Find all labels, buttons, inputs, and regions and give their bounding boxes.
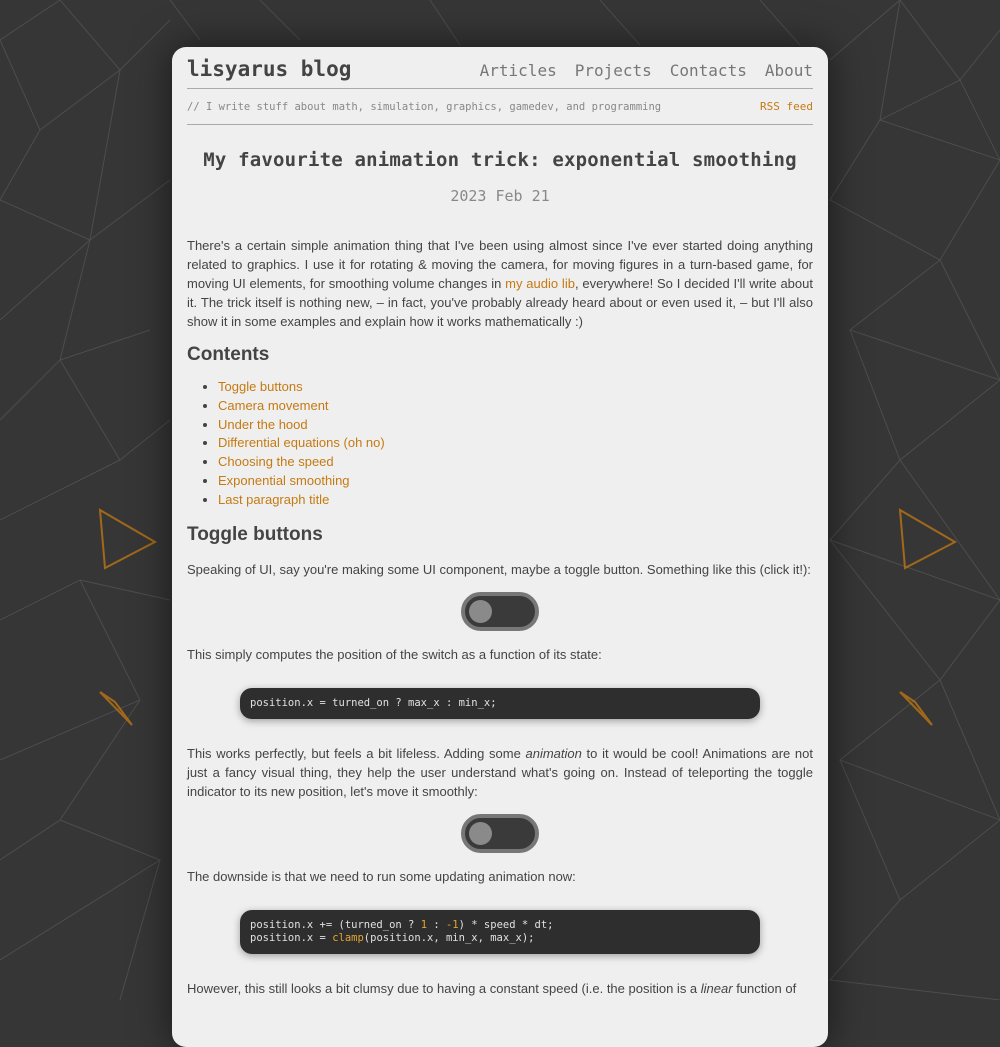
toc-link-differential-equations[interactable]: Differential equations (oh no) [218, 435, 385, 451]
nav-articles[interactable]: Articles [479, 61, 557, 80]
list-item [218, 397, 813, 416]
list-item [218, 472, 813, 491]
toc-link-exponential-smoothing[interactable]: Exponential smoothing [218, 472, 350, 488]
article-date: 2023 Feb 21 [450, 187, 550, 205]
list-item [218, 378, 813, 397]
section-heading-toggle-buttons: Toggle buttons [187, 523, 323, 545]
site-subheader [187, 89, 813, 125]
contents-heading: Contents [187, 344, 270, 365]
site-tagline: // I write stuff about math, simulation, graphics, gamedev, and programming [187, 100, 662, 113]
site-brand[interactable]: lisyarus blog [187, 57, 352, 81]
list-item [218, 434, 813, 453]
intro-paragraph: There's a certain simple animation thing that I've been using almost since I've ever started doing anything related to graphics. I use it for rotating & moving the camera, for moving figures in a turn-based game, for moving UI elements, for smoothing volume changes in my audio lib, everywhere! So I decided I'll write about it. The trick itself is nothing new, – in fact, you've probably already heard about or even used it, – but I'll also show it in some examples and explain how it works mathematically :) [187, 238, 813, 329]
toggle-switch-demo-2[interactable] [461, 814, 539, 853]
toggle-knob [469, 600, 492, 623]
toc-link-under-the-hood[interactable]: Under the hood [218, 416, 308, 432]
site-header [187, 47, 813, 89]
toc-link-camera-movement[interactable]: Camera movement [218, 397, 329, 413]
article-title: My favourite animation trick: exponential smoothing [203, 149, 797, 171]
nav-projects[interactable]: Projects [574, 61, 652, 80]
code-block-2: position.x += (turned_on ? 1 : -1) * speed * dt; position.x = clamp(position.x, min_x, max_x); [240, 910, 760, 954]
toggle-switch-demo-1[interactable] [461, 592, 539, 631]
list-item [218, 491, 813, 510]
audio-lib-link[interactable]: my audio lib [505, 276, 575, 291]
list-item [218, 416, 813, 435]
toggle-knob [469, 822, 492, 845]
main-nav [480, 61, 813, 80]
nav-about[interactable]: About [764, 61, 813, 80]
list-item [218, 453, 813, 472]
paragraph: This simply computes the position of the switch as a function of its state: [187, 646, 602, 662]
toc-link-last-paragraph[interactable]: Last paragraph title [218, 491, 330, 507]
paragraph: The downside is that we need to run some updating animation now: [187, 868, 576, 884]
article-card [172, 47, 828, 1047]
nav-contacts[interactable]: Contacts [669, 61, 747, 80]
toc-link-choosing-speed[interactable]: Choosing the speed [218, 454, 334, 470]
code-block-1: position.x = turned_on ? max_x : min_x; [240, 688, 760, 719]
toc-link-toggle-buttons[interactable]: Toggle buttons [218, 379, 303, 394]
rss-feed-link[interactable]: RSS feed [760, 100, 813, 113]
contents-list [187, 378, 813, 510]
paragraph: However, this still looks a bit clumsy due to having a constant speed (i.e. the position is a linear function of [187, 980, 797, 996]
paragraph: Speaking of UI, say you're making some UI component, maybe a toggle button. Something like this (click it!): [187, 561, 811, 577]
paragraph: This works perfectly, but feels a bit lifeless. Adding some animation to it would be cool! Animations are not just a fancy visual thing, they help the user understand what's going on. Instead of teleporting the toggle indicator to its new position, let's move it smoothly: [187, 745, 814, 799]
